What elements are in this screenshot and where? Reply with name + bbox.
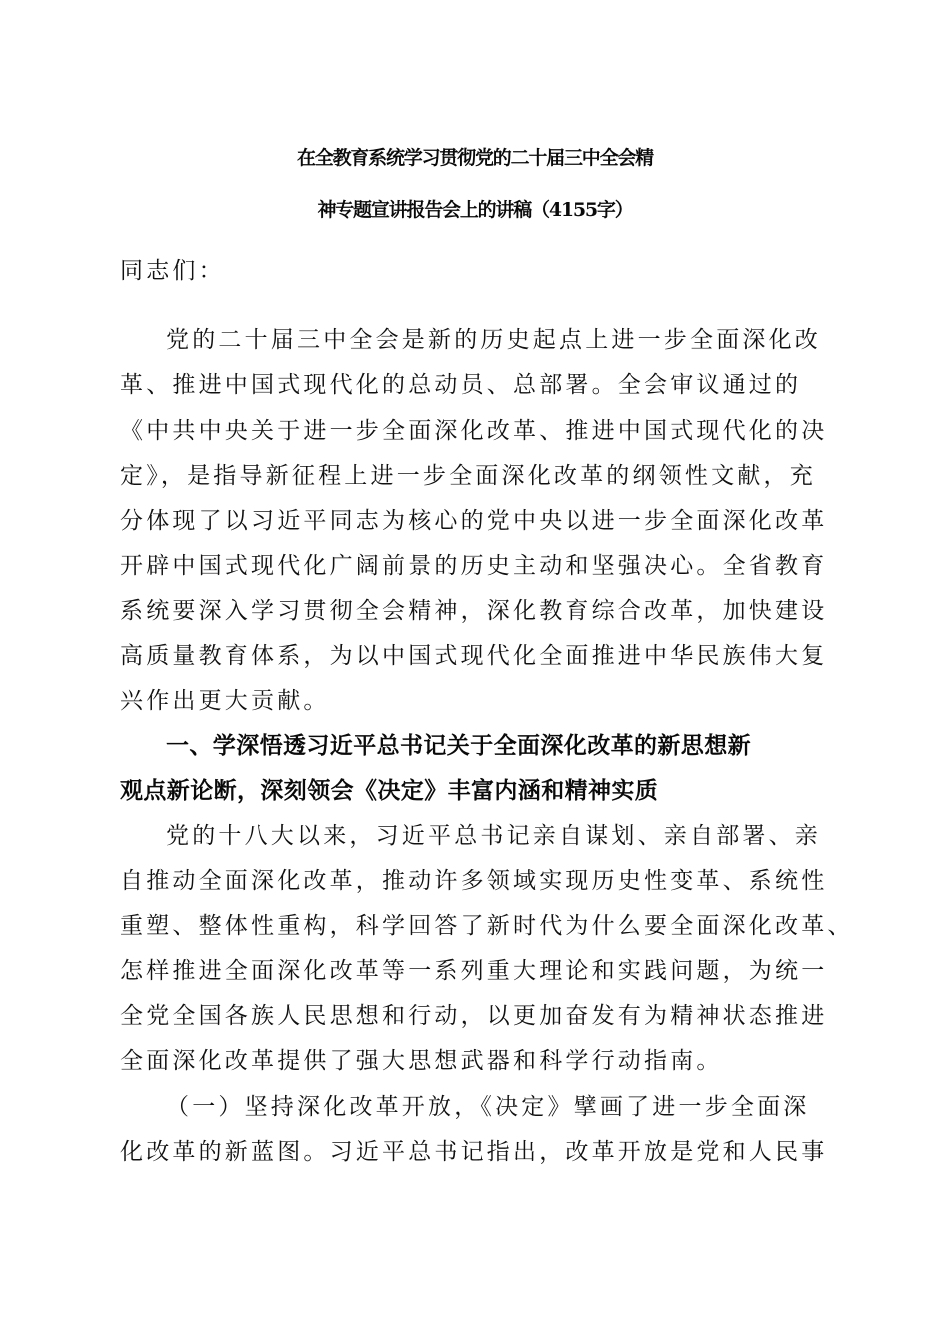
paragraph-1-line: 系统要深入学习贯彻全会精神，深化教育综合改革，加快建设: [120, 598, 828, 624]
document-title-line-2: 神专题宣讲报告会上的讲稿（4155字）: [317, 199, 633, 221]
paragraph-2-line: 自推动全面深化改革，推动许多领域实现历史性变革、系统性: [120, 868, 828, 894]
paragraph-2-line: 全面深化改革提供了强大思想武器和科学行动指南。: [120, 1048, 723, 1074]
paragraph-2-line: 怎样推进全面深化改革等一系列重大理论和实践问题，为统一: [120, 958, 828, 984]
paragraph-2-line: 重塑、整体性重构，科学回答了新时代为什么要全面深化改革、: [120, 913, 854, 939]
paragraph-1-line: 定》，是指导新征程上进一步全面深化改革的纲领性文献，充: [120, 463, 816, 489]
section-1-heading-line: 一、学深悟透习近平总书记关于全面深化改革的新思想新: [166, 733, 751, 759]
paragraph-1-line: 党的二十届三中全会是新的历史起点上进一步全面深化改: [166, 327, 821, 353]
paragraph-2-line: 全党全国各族人民思想和行动，以更加奋发有为精神状态推进: [120, 1003, 828, 1029]
document-title-line-1: 在全教育系统学习贯彻党的二十届三中全会精: [296, 147, 653, 169]
paragraph-2-line: 党的十八大以来，习近平总书记亲自谋划、亲自部署、亲: [166, 823, 821, 849]
paragraph-1-line: 《中共中央关于进一步全面深化改革、推进中国式现代化的决: [120, 418, 828, 444]
paragraph-3-line: （一）坚持深化改革开放，《决定》擘画了进一步全面深: [166, 1094, 810, 1120]
paragraph-1-line: 革、推进中国式现代化的总动员、总部署。全会审议通过的: [120, 372, 802, 398]
section-1-heading-line: 观点新论断，深刻领会《决定》丰富内涵和精神实质: [120, 778, 659, 804]
greeting: 同志们：: [120, 258, 225, 284]
paragraph-1-line: 兴作出更大贡献。: [120, 688, 330, 714]
paragraph-1-line: 分体现了以习近平同志为核心的党中央以进一步全面深化改革: [120, 508, 828, 534]
paragraph-1-line: 开辟中国式现代化广阔前景的历史主动和坚强决心。全省教育: [120, 553, 828, 579]
paragraph-3-line: 化改革的新蓝图。习近平总书记指出，改革开放是党和人民事: [120, 1139, 828, 1165]
paragraph-1-line: 高质量教育体系，为以中国式现代化全面推进中华民族伟大复: [120, 643, 828, 669]
